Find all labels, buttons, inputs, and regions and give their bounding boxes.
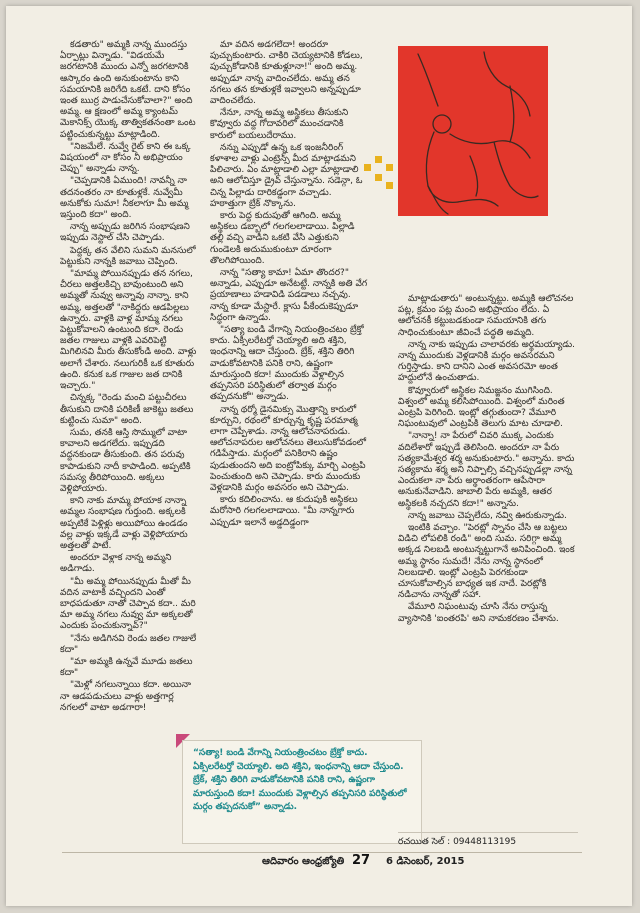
paragraph: మా వదిన అడగలేదా! అందరూ పుచ్చుకుంటారు. చాకిరి చెయ్యటానికి కోడలు, పుచ్చుకోడానికి కూతుళ్లూనా!" అంది అమ్మ. అప్పుడూ నాన్న వాదించలేదు. అమ్మ తన నగలు తన కూతుళ్లకే ఇవ్వాలని అన్నప్పుడూ వాదించలేదు. xyxy=(210,40,363,107)
paragraph: నాన్న జవాబు చెప్పలేదు, నవ్వి ఊరుకున్నాడు. xyxy=(408,510,567,521)
paragraph: పెద్దక్క తన వేలిని సుమని మనసులో పెట్టుకుని నాన్నకి జవాబు చెప్పింది. xyxy=(60,245,196,267)
magazine-page xyxy=(6,6,632,906)
paragraph: వేమూరి నిఘంటువు చూసి నేను రాస్తున్న వ్యాసానికి 'ఐంతరపి' అని నామకరణం చేశాను. xyxy=(398,602,559,624)
paragraph: "మా అమ్మకి ఉన్నవే మూడు జతలు కదా" xyxy=(60,656,193,679)
page-number: 27 xyxy=(352,853,371,868)
story-illustration xyxy=(398,46,548,216)
text-column-right xyxy=(398,294,578,822)
paragraph: "నాన్నా! నా పేరులో చివరి ముక్క ఎందుకు వదిలేశారో ఇప్పుడే తెలిసింది. అందరూ నా పేరు సత్యకామేశ్వర శర్మ అనుకుంటారు." అన్నాను. కాదు సత్యకామ శర్మ అని నిప్పాల్సి వచ్చినప్పుడల్లా నాన్న ఎందుకలా నా పేరు అర్థాంతరంగా ఆపేసారా అనుకునేవాడిని. జాబాలి పేరు అమ్మకి, ఆతర అస్థికలకి నచ్చదని కదా!" అన్నాను. xyxy=(398,431,575,509)
paragraph: కారు పెద్ద కుదుపుతో ఆగింది. అమ్మ అస్థికలు డబ్బాలో గలగలలాడాయి. పిల్లాడి తల్లి వచ్చి వాడిని ఒకటి వేసి ఎత్తుకుని గుండెలకి అదుముకుంటూ దూరంగా తొలగిపోయింది. xyxy=(210,211,355,266)
pull-quote: “సత్యా! బండి వేగాన్ని నియంత్రించటం బ్రేక్తో కాదు. ఏక్సిలరేటర్తో చెయ్యాలి. అది శక్తిని, ఇంధనాన్ని ఆదా చేస్తుంది. బ్రేక్, శక్తిని తిరిగి వాడుకోవటానికి పనికి రాని, ఉష్ణంగా మారుస్తుంది కదా! ముందుకు వెళ్లాల్సిన తప్పనిసరి పరిస్థితులో మర్గం తప్పదనుకో” అన్నాడు. xyxy=(182,740,422,844)
page-footer xyxy=(62,852,582,869)
magazine-name: ఆదివారం ఆంధ్రజ్యోతి xyxy=(262,856,345,867)
paragraph: "చెప్పడానికి ఏముంది! నావన్నీ నా తదనంతరం నా కూతుళ్లకే. నువ్వేమీ అనుకోకు సుమా! నీకలాగూ మీ అమ్మ ఇస్తుంది కదా" అంది. xyxy=(60,176,189,221)
text-column-middle xyxy=(210,40,368,730)
paragraph: "నిజమేలే. నువ్వే రైట్ కాని ఈ ఒక్క విషయంలో నా కోసం నీ అభిప్రాయం చెప్పు" అన్నాడు నాన్న. xyxy=(60,141,191,175)
paragraph: సుమ, తనకి ఆస్తి సొమ్ములో వాటా కావాలని అడగలేదు. ఇప్పుడది వద్దనకుండా తీసుకుంది. తన పరువు కాపాడుకుని నాదీ కాపాడింది. అప్పటికి సమస్య తీరిపోయింది. అక్కలు వెళ్లిపోయారు. xyxy=(60,427,191,494)
author-phone: రచయిత సెల్ : 09448113195 xyxy=(398,832,578,849)
paragraph: నన్ను ఎప్పుడో ఉన్న ఒక ఇంజనీరింగ్ కళాశాల వాళ్లు ఎంట్రెన్స్ మీద మాట్లాడమని పిలిచారు. ఏం మాట్లాడాలి ఎల్లా మాట్లాడాలి అని ఆలోచిస్తూ డ్రైవ్ చేస్తున్నాను. సడెన్గా, ఓ చిన్న పిల్లాడు దారికడ్డంగా వచ్చాడు. హఠాత్తుగా బ్రేక్ నొక్కాను. xyxy=(210,142,363,209)
paragraph: చిన్నక్క "రెండు మంచి పట్టుచీరలు తీసుకుని దానికి పరికిణీ జాకెట్టు జతలు కుట్టించు సుమా" అంది. xyxy=(60,393,194,426)
paragraph: "మీ అమ్మ పోయినప్పుడు మీతో మీ వదిన వాటాకి వచ్చిందని ఎంతో బాధపడుతూ నాతో చెప్పావ కదా.. మరి మా అమ్మ నగలు నువ్వు మా అక్కలతో ఎందుకు పంచుకున్నావ్?" xyxy=(60,576,196,632)
paragraph: ఇంటికి వచ్చాం. "పెరట్లో స్నానం చేసి ఆ బట్టలు విడిచి లోపలికి రండి" అంది సుమ. సరిగ్గా అమ్మ అక్కడ నిలబడి అంటున్నట్టుగానే అనిపించింది. ఇంక అమ్మ స్థానం సుమదే! నేను నాన్న స్థానంలో నిలబడాలి. ఇంట్లో ఎంట్రపి పెరగకుండా చూసుకోవాల్సిన బాధ్యత ఇక నాదే. పెరట్లోకి నడిచాను నాన్నతో సహా. xyxy=(398,523,575,601)
paragraph: మాట్లాడుతారు" అంటున్నట్టు. అమ్మకి ఆలోచనల పట్ల, క్రమం పట్ల మంచి అభిప్రాయం లేదు. ఏ ఆలోచనకీ కట్టుబడకుండా సమయానికి తగు సాధించుకుంటూ జీవించే పద్ధతి అమ్మది. xyxy=(398,294,574,338)
paragraph: నాన్న నాకు ఇప్పుడు చాలావరకు అర్థమయ్యాడు. నాన్న ముందుకు వెళ్లడానికి మర్గం అవసరమని గుర్తిస్తాడు. కాని దానిని ఎంత అవసరమో అంత హద్దులోనే ఉంచుతాడు. xyxy=(398,339,575,384)
paragraph: "మామ్మ పోయినప్పుడు తన నగలు, చీరలు అత్తలకిచ్చి బావుంటుంది అని అమ్మతో నువ్వు అన్నావు నాన్నా. కాని అమ్మ, అత్తలతో "నాకిద్దరు ఆడపిల్లలు ఉన్నారు. వాళ్లకి వాళ్ల మామ్మ నగలు పెట్టుకోవాలని ఉంటుంది కదా. రెండు జతల గాజులు వాళ్లకి ఎవరిపెట్టి మిగిలినవి మీరు తీసుకోండి అంది. వాళ్లు అలాగే చేశారు. నలుగురికీ ఒక కూతురు ఉంది. కనుక ఒక గాజుల జత దానికి ఇచ్చారు." xyxy=(60,269,197,392)
paragraph: అందరూ వెళ్లాక నాన్న అమ్మని అడిగాడు. xyxy=(60,553,172,575)
paragraph: నాన్న అప్పుడు జరిగిన సంభాషణని ఇప్పుడు నెస్టాల్ చేసి చెప్పాడు. xyxy=(60,222,190,244)
paragraph: కడతారు" అమ్మకి నాన్న ముందస్తు ఏర్పాట్లు విన్నాడు. "విడయమే జరగటానికి ముందు ఎన్నో జరగటానికి ఆస్కారం ఉంది అనుకుంటాను కాని సమయానికి జరిగేది ఒకటే. దాని కోసం ఇంత ఋర్ర పాడుచేసుకోవాలా?" అంది అమ్మ. ఆ క్షణంలో అమ్మ క్యాంటమ్ మెకానిక్స్ యొక్క తాత్వికతనంతా ఒంట పట్టించుకున్నట్టు మాట్లాడింది. xyxy=(60,40,196,140)
paragraph: "మెళ్లో నగలున్నాయి కదా. అయినా నా ఆడపడుచులు వాళ్లు అత్తగార్ల నగలలో వాటా అడగారా! xyxy=(60,680,192,713)
issue-date: 6 డిసెంబర్, 2015 xyxy=(386,856,465,867)
paragraph: నాన్న "సత్యా కామా! ఏమా తొందర?" అన్నాడు, ఎప్పుడూ అనేటట్టే. నాన్నకి అతి వేగ ప్రయాణాలు హడావిడి పడడాలు నచ్చవు. నాన్న కూడా మేస్టారే. క్లాసు పీకేందుకెప్పుడూ సిద్ధంగా ఉన్నాడు. xyxy=(210,268,368,323)
paragraph: "సత్యా బండి వేగాన్ని నియంత్రించటం బ్రేక్తో కాదు. ఏక్సిలరేటర్తో చెయ్యాలి అది శక్తిని, ఇంధనాన్ని ఆదా చేస్తుంది. బ్రేక్, శక్తిని తిరిగి వాడుకోవటానికి పనికి రాని, ఉష్ణంగా మారుస్తుంది కదా! ముందుకు వెళ్లాల్సిన తప్పనిసరి పరిస్థితులో తర్వాత మర్గం తప్పదనుకో" అన్నాడు. xyxy=(210,325,364,403)
paragraph: "నేను అడిగినవి రెండు జతల గాజులే కదా" xyxy=(60,633,197,655)
paragraph: కారు కదిలించాను. ఆ కుదుపుకి అస్థికలు మరోసారి గలగలలాడాయి. "మీ నాన్నగారు ఎప్పుడూ ఇలానే అడ్డదిడ్డంగా xyxy=(210,495,358,528)
paragraph: కాని నాకు మామ్మ పోయాక నాన్నా అమ్మల సంభాషణ గుర్తుంది. అక్కలకి అప్పటికే పెళ్లిళ్లు అయిపోయి ఉండడం వల్ల వాళ్లు ఇక్కడే వాళ్లు వెళ్లిపోయారు అత్తలతో పాటే. xyxy=(60,496,188,551)
paragraph: కొవ్వూరులో అస్థికల నిమజ్జనం ముగిసింది. విశ్వంలో అమ్మ కలిసిపోయింది. విశ్వంలో మరింత ఎంట్రపి పెరిగింది. ఇంట్లో తగ్గుతుందా? వేమూరి నిఘంటువులో ఎంట్రపికి తెలుగు మాట చూడాలి. xyxy=(398,385,565,430)
paragraph: నాన్న థర్మో డైనమిక్సు మొత్తాన్ని కారులో కూర్చుని, రథంలో కూర్చున్న కృష్ణ పరమాత్మ లాగా చెప్పేశాడు. నాన్న ఆలోచనాపరుడు. ఆలోచనాపరుల ఆలోచనలు తెలుసుకోవడంలో గడిపేస్తాడు. మర్గంలో పనికిరాని ఉష్ణం పుడుతుందని అది ఐంట్రోపిక్కు మార్చి ఎంట్రపి పెంచుతుంది అని చెప్పాడు. కారు ముందుకు వెళ్లడానికి మర్గం అవసరం అని చెప్పాడు. xyxy=(210,404,367,493)
illustration-figure-drawing xyxy=(398,46,548,216)
paragraph: నేనూ, నాన్న అమ్మ అస్థికలు తీసుకుని కొవ్వూరు వద్ద గోదావరిలో ముంచడానికి కారులో బయలుదేరాము. xyxy=(210,108,349,141)
